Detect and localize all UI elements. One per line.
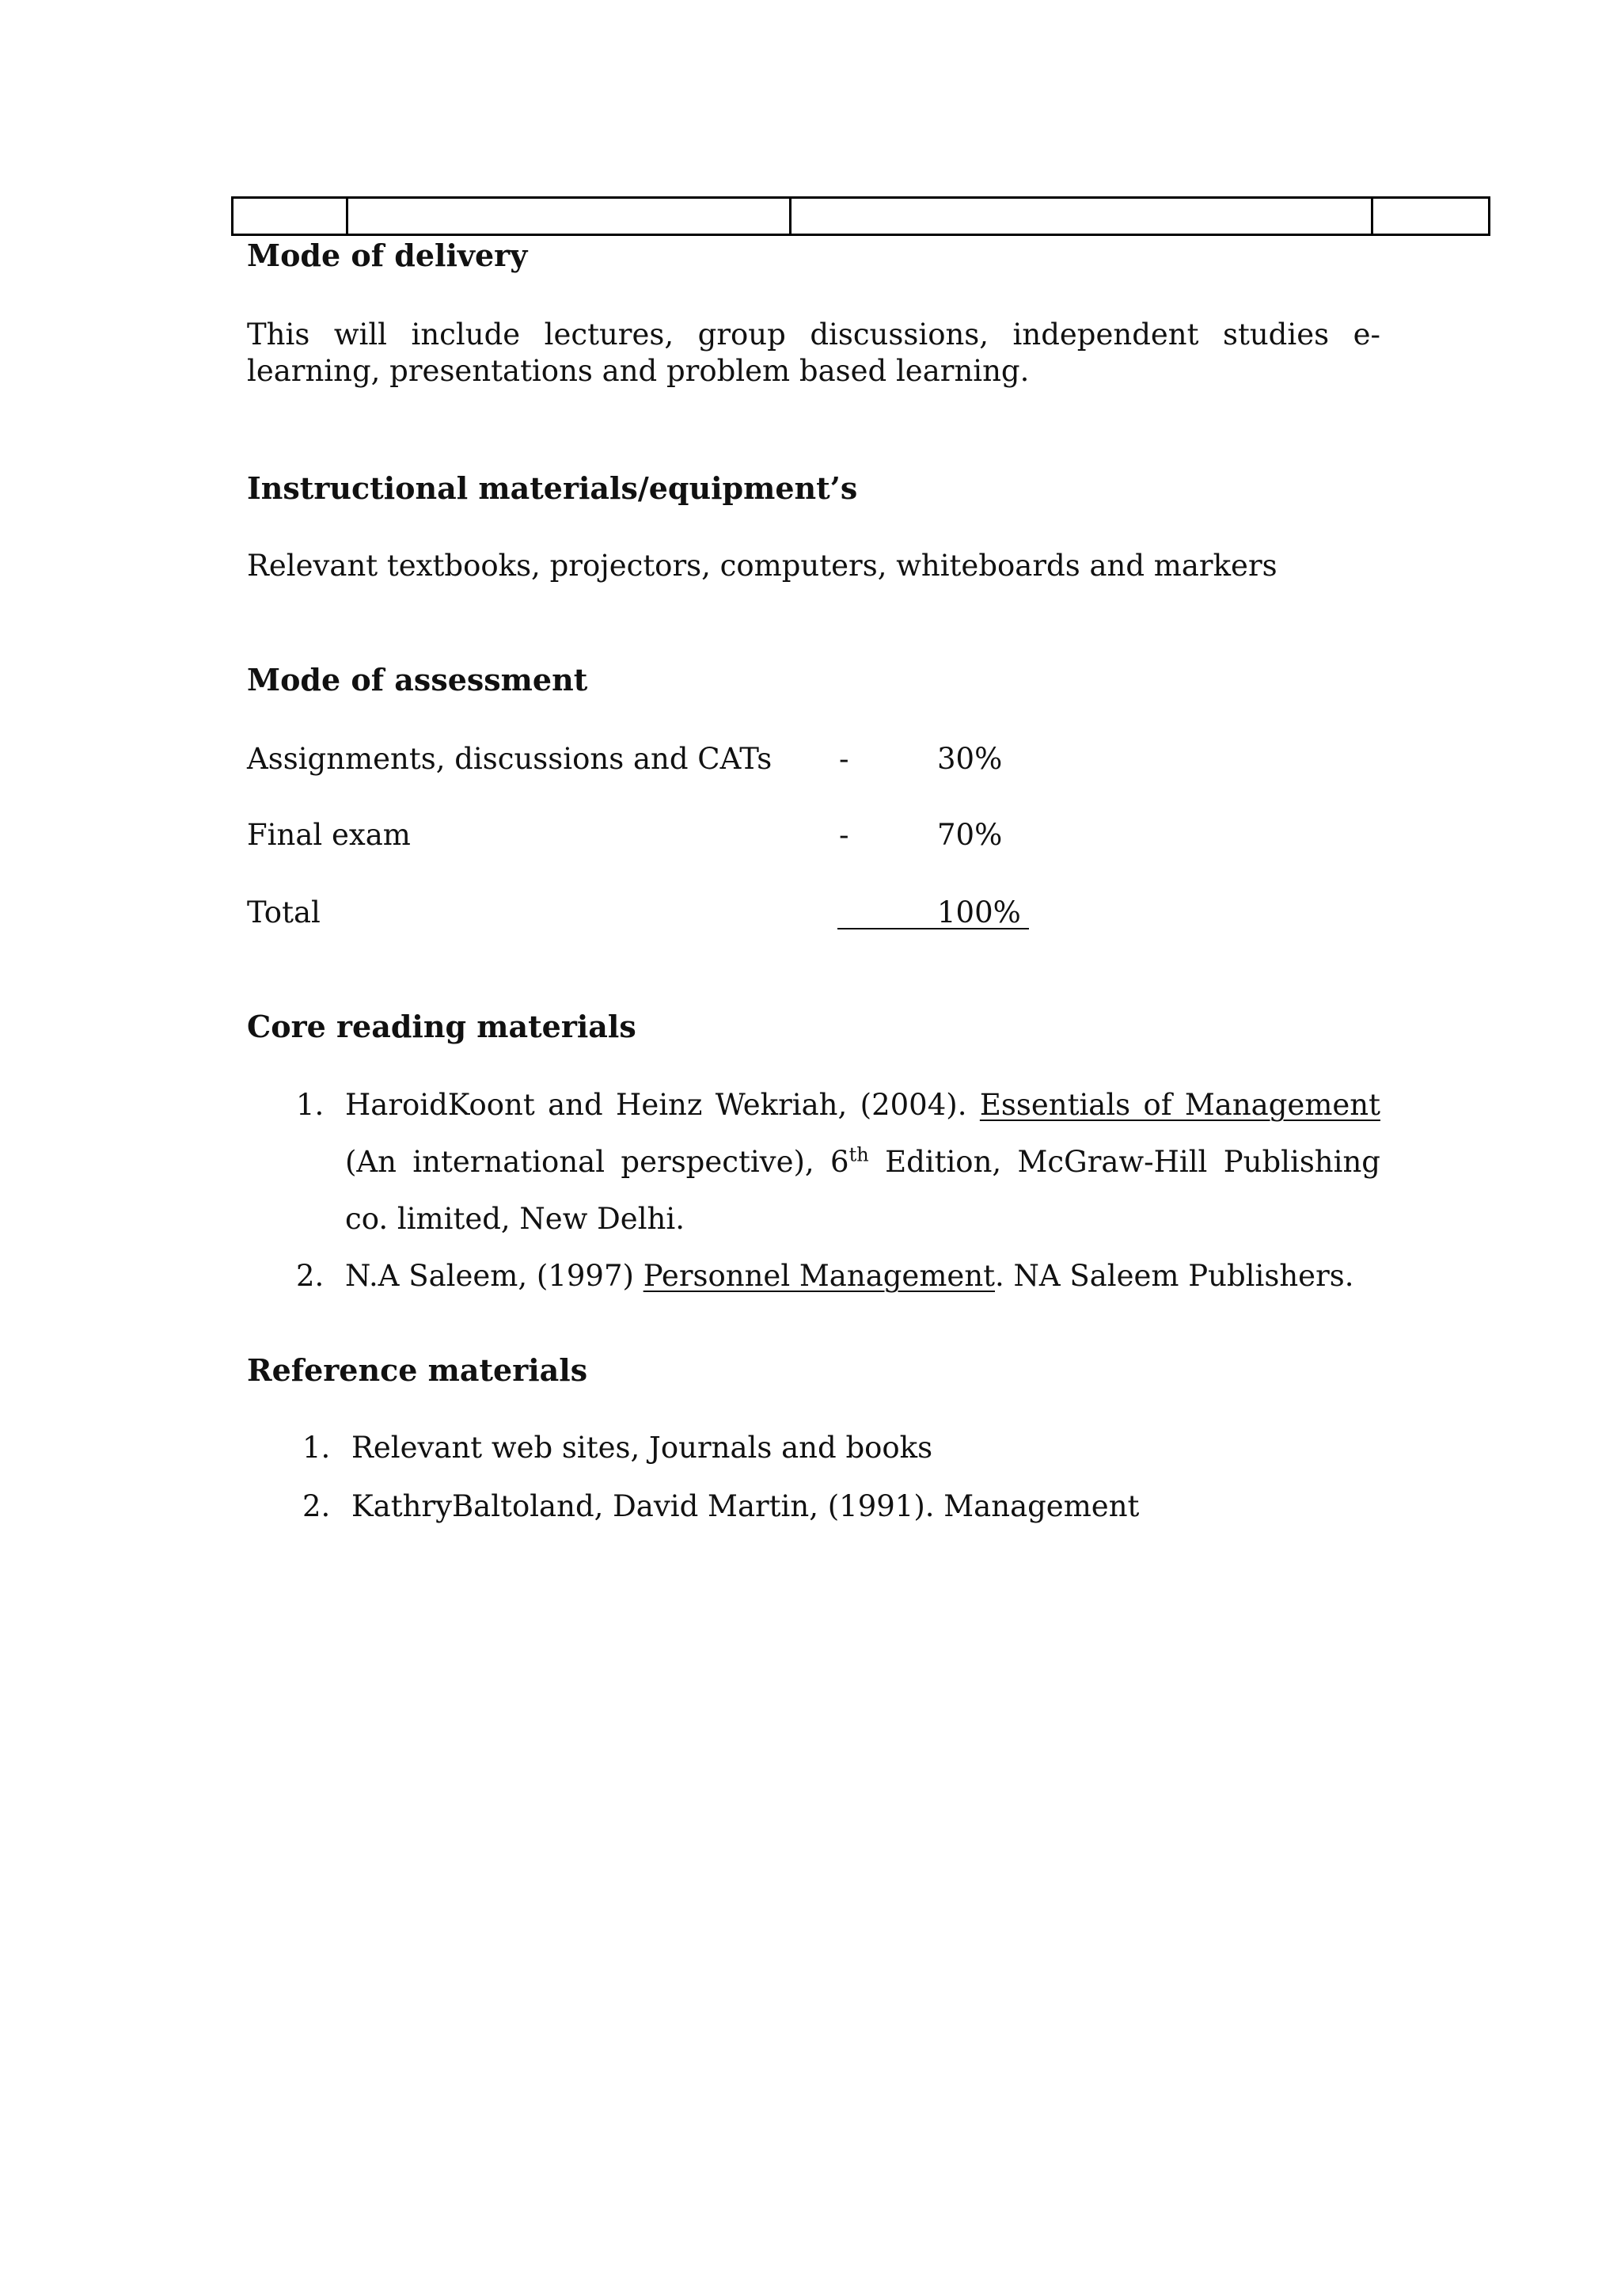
core-reading-section [247,1007,1380,1047]
list-number: 1. [302,1431,331,1465]
list-number: 2. [302,1489,331,1523]
citation-title: Essentials of Management [979,1088,1380,1122]
materials-body-block [247,546,1380,586]
total-underline [837,893,1029,933]
reference-heading: Reference materials [247,1352,588,1388]
citation-title: Personnel Management [643,1259,996,1293]
delivery-heading: Mode of delivery [247,238,528,273]
assessment-section [247,660,1380,700]
delivery-section [247,236,1380,276]
list-item [247,1248,1380,1305]
materials-body: Relevant textbooks, projectors, computers, whiteboards and markers [247,549,1277,583]
materials-heading: Instructional materials/equipment’s [247,470,858,506]
assessment-row [247,815,1118,855]
citation-authors: N.A Saleem, (1997) [345,1259,643,1293]
assessment-total-percent: 100% [937,895,1021,929]
superscript: th [848,1143,869,1166]
delivery-body: This will include lectures, group discussions, independent studies e-learning, presentations and problem based learning. [247,317,1380,388]
list-number: 2. [296,1259,325,1293]
assessment-percent: 30% [937,742,1003,776]
reference-list [247,1419,1380,1536]
delivery-body-block [247,317,1380,390]
citation-authors: HaroidKoont and Heinz Wekriah, (2004). [345,1088,980,1122]
citation-publisher: Edition, McGraw-Hill Publishing co. limited, New Delhi. [345,1145,1380,1236]
assessment-percent: 70% [937,818,1003,852]
total-rule [837,928,1029,929]
list-number: 1. [296,1088,325,1122]
reference-text: KathryBaltoland, David Martin, (1991). Management [351,1489,1140,1523]
core-reading-heading: Core reading materials [247,1009,636,1044]
table-cell [347,198,791,235]
assessment-total-label: Total [247,895,321,929]
materials-section [247,469,1380,508]
table-cell [1372,198,1490,235]
list-item [247,1077,1380,1248]
assessment-label: Assignments, discussions and CATs [247,742,773,776]
reference-text: Relevant web sites, Journals and books [351,1431,933,1465]
table-cell [233,198,347,235]
assessment-heading: Mode of assessment [247,662,588,698]
reference-section [247,1351,1380,1390]
assessment-row [247,739,1118,779]
header-table-fragment [231,196,1490,236]
assessment-label: Final exam [247,818,411,852]
assessment-dash: - [839,742,849,776]
citation-detail: . NA Saleem Publishers. [995,1259,1354,1293]
list-item [247,1477,1380,1536]
citation-detail: (An international perspective), 6 [345,1145,849,1179]
core-reading-list [247,1077,1380,1305]
list-item [247,1419,1380,1477]
table-row [233,198,1490,235]
table-cell [791,198,1372,235]
assessment-dash: - [839,818,849,852]
assessment-total-row [247,893,1118,933]
